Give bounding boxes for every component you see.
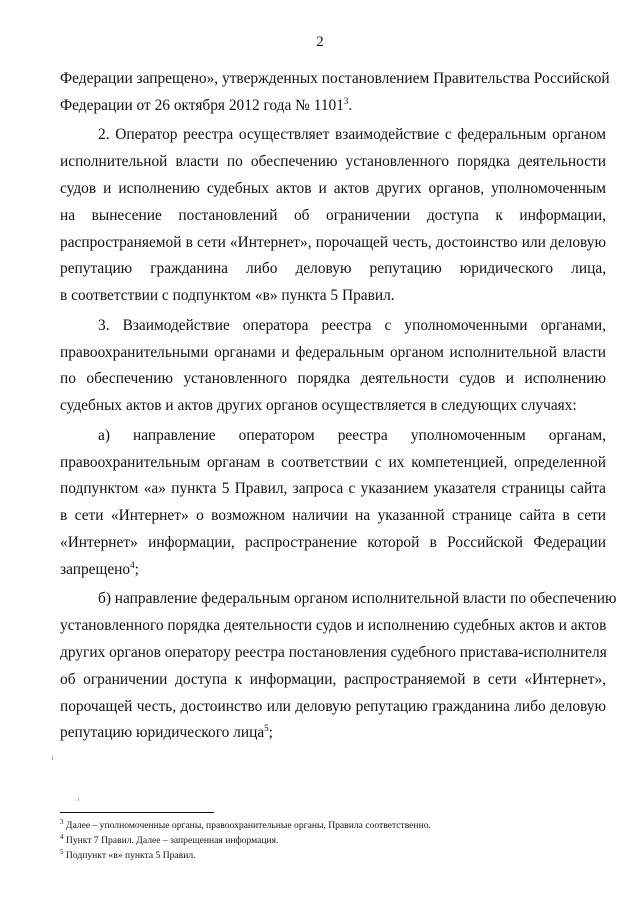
text-line: 2. Оператор реестра осуществляет взаимодействие с федеральным органом xyxy=(98,126,606,144)
footnote-ref: 5 xyxy=(264,723,269,734)
footnotes xyxy=(60,818,606,863)
text-line: об ограничении доступа к информации, распространяемой в сети «Интернет», xyxy=(60,670,606,688)
text-line: на вынесение постановлений об ограничении доступа к информации, xyxy=(60,206,606,224)
footnote-4: $^4$ Пункт 7 Правил. Далее – запрещенная информация. xyxy=(60,832,279,846)
scan-speck xyxy=(52,756,53,760)
footnote-ref: 4 xyxy=(130,559,135,570)
text-line: Федерации запрещено», утвержденных постановлением Правительства Российской xyxy=(60,70,610,87)
text-line: по обеспечению установленного порядка деятельности судов и исполнению xyxy=(60,370,606,388)
text-line: Федерации от 26 октября 2012 года № 1101$^3$. xyxy=(60,95,353,114)
document-body xyxy=(60,66,617,750)
text-line: судебных актов и актов других органов осуществляется в следующих случаях: xyxy=(60,397,577,415)
text-line: репутацию гражданина либо деловую репутацию юридического лица, xyxy=(60,260,606,278)
text-line: «Интернет» информации, распространение которой в Российской Федерации xyxy=(60,533,606,551)
paragraph-subitem-a xyxy=(60,423,606,584)
text-line: подпунктом «а» пункта 5 Правил, запроса с указанием указателя страницы сайта xyxy=(60,480,606,498)
text-line: б) направление федеральным органом исполнительной власти по обеспечению xyxy=(98,590,617,608)
scan-speck xyxy=(78,798,79,801)
footnote-3: $^3$ Далее – уполномоченные органы, правоохранительные органы, Правила соответственно. xyxy=(60,817,431,831)
text-line: в сети «Интернет» о возможном наличии на указанной странице сайта в сети xyxy=(60,507,606,525)
text-line: а) направление оператором реестра уполномоченным органам, xyxy=(98,426,606,444)
text-line: репутацию юридического лица$^5$; xyxy=(60,723,273,742)
footnote-separator xyxy=(60,812,214,813)
text-line: установленного порядка деятельности судов и исполнению судебных актов и актов xyxy=(60,617,607,635)
text-line: других органов оператору реестра постановления судебного пристава-исполнителя xyxy=(60,643,607,661)
text-line: судов и исполнению судебных актов и актов других органов, уполномоченным xyxy=(60,179,606,197)
footnote-5: $^5$ Подпункт «в» пункта 5 Правил. xyxy=(60,847,196,861)
page-number: 2 xyxy=(316,34,324,50)
text-line: исполнительной власти по обеспечению установленного порядка деятельности xyxy=(60,153,606,171)
text-line: правоохранительным органам в соответствии с их компетенцией, определенной xyxy=(60,453,606,471)
text-line: в соответствии с подпунктом «в» пункта 5 Правил. xyxy=(60,287,395,305)
paragraph-item-2 xyxy=(60,122,606,310)
text-line: распространяемой в сети «Интернет», порочащей честь, достоинство или деловую xyxy=(60,233,606,251)
paragraph-item-3 xyxy=(60,313,606,420)
paragraph-continuation xyxy=(60,66,610,120)
paragraph-subitem-b xyxy=(60,586,617,747)
text-line: порочащей честь, достоинство или деловую репутацию гражданина либо деловую xyxy=(60,697,606,715)
text-line: 3. Взаимодействие оператора реестра с уполномоченными органами, xyxy=(98,316,606,334)
text-line: правоохранительными органами и федеральным органом исполнительной власти xyxy=(60,343,606,361)
text-line: запрещено$^4$; xyxy=(60,559,139,578)
footnote-ref: 3 xyxy=(343,95,349,106)
